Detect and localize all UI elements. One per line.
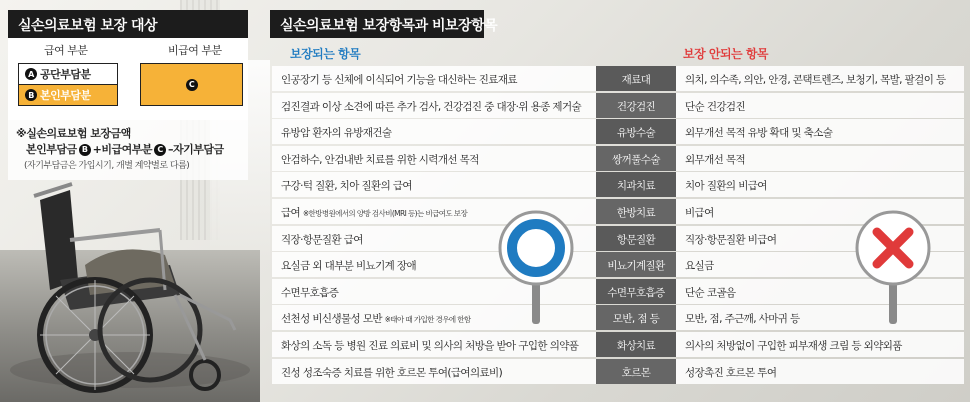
table-row xyxy=(272,93,964,119)
category-cell: 한방치료 xyxy=(596,199,676,224)
not-covered-item-cell: 의치, 의수족, 의안, 안경, 콘택트렌즈, 보청기, 목발, 팔걸이 등 xyxy=(676,66,964,91)
not-covered-item-cell: 단순 코골음 xyxy=(676,279,964,304)
covered-item-text: 진성 성조숙증 치료를 위한 호르몬 투여(급여의료비) xyxy=(281,366,503,379)
covered-item-cell xyxy=(272,359,596,384)
covered-item-cell xyxy=(272,66,596,91)
covered-item-text: 급여 xyxy=(281,206,301,219)
marker-b-icon: B xyxy=(25,89,37,101)
coverage-diagram xyxy=(8,38,248,120)
covered-item-text: 수면무호흡증 xyxy=(281,286,339,299)
category-cell: 건강검진 xyxy=(596,93,676,118)
coverage-items-title: 실손의료보험 보장항목과 비보장항목 xyxy=(270,10,484,38)
category-cell: 항문질환 xyxy=(596,226,676,251)
x-mark-icon xyxy=(855,210,931,330)
covered-item-note: ※한방병원에서의 양방 검사비(MRI 등)는 비급여도 보장 xyxy=(302,208,468,218)
covered-item-text: 화상의 소독 등 병원 진료 의료비 및 의사의 처방을 받아 구입한 의약품 xyxy=(281,339,579,352)
covered-item-text: 요실금 외 대부분 비뇨기계 장애 xyxy=(281,260,417,273)
note-formula: 본인부담금 B +비급여부분 C –자기부담금 xyxy=(26,143,224,156)
coverage-target-title: 실손의료보험 보장 대상 xyxy=(8,10,248,38)
note-subtext: (자기부담금은 가입시기, 개별 계약별로 다름) xyxy=(24,161,190,171)
table-row xyxy=(272,332,964,358)
covered-item-note: ※태아 때 가입한 경우에 한함 xyxy=(384,315,471,325)
non-covered-cell xyxy=(140,63,243,106)
covered-item-text: 검진결과 이상 소견에 따른 추가 검사, 건강검진 중 대장·위 용종 제거술 xyxy=(281,100,582,113)
marker-c-icon: C xyxy=(154,144,166,156)
table-row xyxy=(272,359,964,385)
covered-item-cell xyxy=(272,93,596,118)
not-covered-item-cell: 모반, 점, 주근깨, 사마귀 등 xyxy=(676,305,964,330)
not-covered-item-cell: 직장·항문질환 비급여 xyxy=(676,226,964,251)
covered-item-text: 직장·항문질환 급여 xyxy=(281,233,363,246)
category-cell: 화상치료 xyxy=(596,332,676,357)
covered-item-text: 유방암 환자의 유방재건술 xyxy=(281,127,392,140)
marker-b-icon: B xyxy=(79,144,91,156)
coverage-formula-note xyxy=(8,120,248,180)
marker-c-icon: C xyxy=(186,79,198,91)
self-pay-cell xyxy=(18,84,118,106)
category-cell: 호르몬 xyxy=(596,359,676,384)
public-share-label: 공단부담분 xyxy=(40,68,91,81)
category-cell: 쌍꺼풀수술 xyxy=(596,146,676,171)
covered-item-cell xyxy=(272,332,596,357)
not-covered-item-cell: 외무개선 목적 xyxy=(676,146,964,171)
self-pay-label: 본인부담분 xyxy=(40,89,91,102)
category-cell: 수면무호흡증 xyxy=(596,279,676,304)
covered-item-text: 구강·턱 질환, 치아 질환의 급여 xyxy=(281,180,412,193)
not-covered-item-cell: 비급여 xyxy=(676,199,964,224)
uncovered-part-label: 비급여 부분 xyxy=(168,44,222,57)
covered-item-text: 선천성 비신생물성 모반 xyxy=(281,313,382,326)
category-cell: 비뇨기계질환 xyxy=(596,252,676,277)
covered-items-header: 보장되는 항목 xyxy=(290,47,361,61)
note-title: ※실손의료보험 보장금액 xyxy=(16,127,131,140)
category-cell: 유방수술 xyxy=(596,119,676,144)
table-row xyxy=(272,66,964,92)
table-row xyxy=(272,119,964,145)
covered-item-cell xyxy=(272,119,596,144)
not-covered-item-cell: 요실금 xyxy=(676,252,964,277)
not-covered-item-cell: 단순 건강검진 xyxy=(676,93,964,118)
category-cell: 재료대 xyxy=(596,66,676,91)
category-cell: 치과치료 xyxy=(596,172,676,197)
covered-item-text: 안검하수, 안검내반 치료를 위한 시력개선 목적 xyxy=(281,153,479,166)
not-covered-item-cell: 성장촉진 호르몬 투여 xyxy=(676,359,964,384)
covered-part-label: 급여 부분 xyxy=(44,44,88,57)
not-covered-item-cell: 외무개선 목적 유방 확대 및 축소술 xyxy=(676,119,964,144)
covered-item-cell xyxy=(272,146,596,171)
not-covered-item-cell: 치아 질환의 비급여 xyxy=(676,172,964,197)
wheelchair-icon xyxy=(0,170,250,402)
marker-a-icon: A xyxy=(25,68,37,80)
category-cell: 모반, 점 등 xyxy=(596,305,676,330)
table-row xyxy=(272,172,964,198)
table-row xyxy=(272,146,964,172)
covered-item-cell xyxy=(272,172,596,197)
not-covered-items-header: 보장 안되는 항목 xyxy=(683,47,769,61)
not-covered-item-cell: 의사의 처방없이 구입한 피부재생 크림 등 외약외품 xyxy=(676,332,964,357)
covered-item-text: 인공장기 등 신체에 이식되어 기능을 대신하는 진료재료 xyxy=(281,74,517,86)
o-mark-icon xyxy=(498,210,574,330)
public-share-cell xyxy=(18,63,118,85)
